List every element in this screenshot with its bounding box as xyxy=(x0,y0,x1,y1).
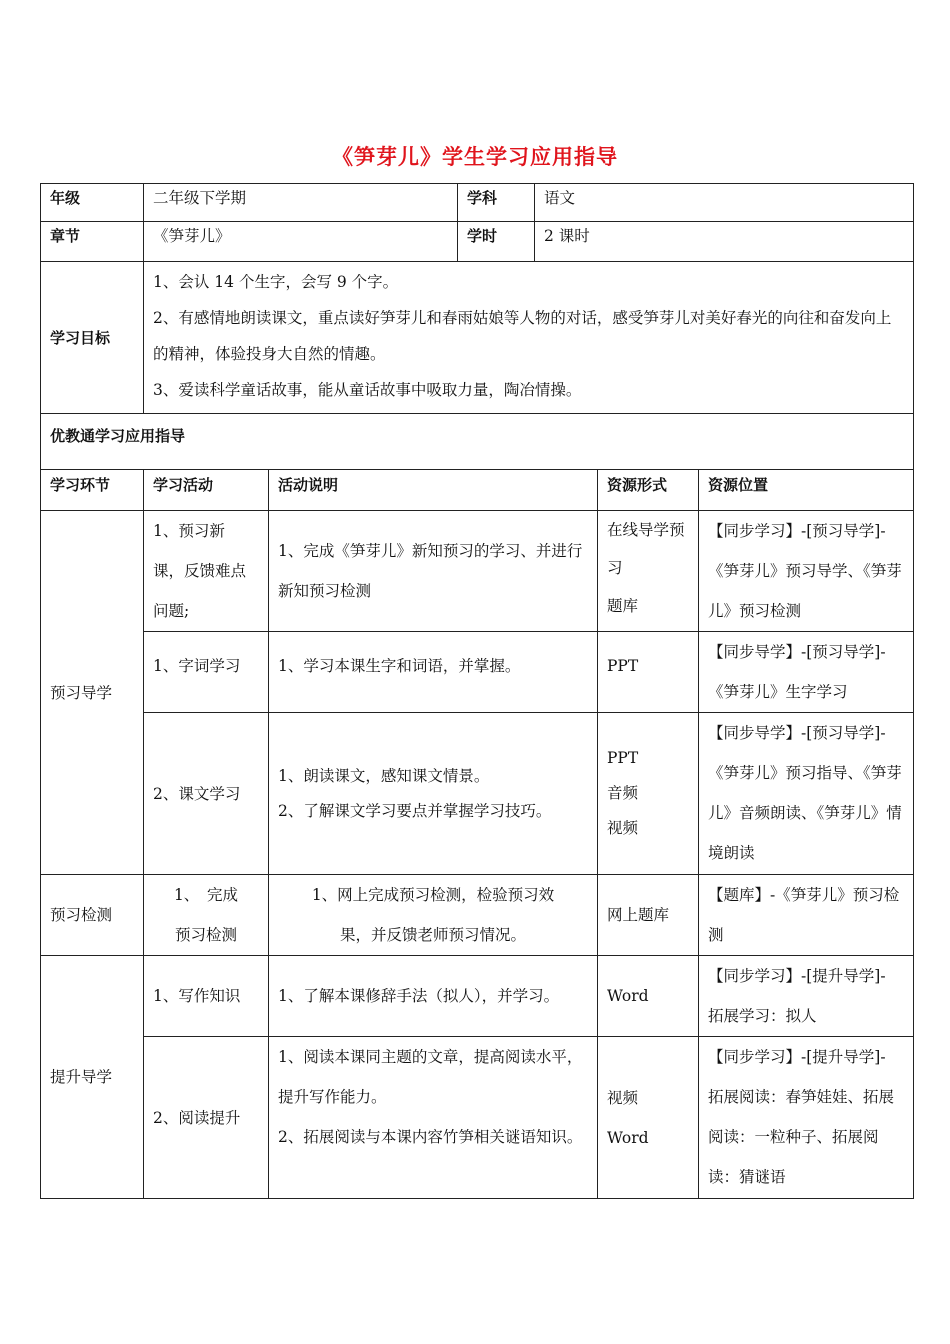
resource-location-cell: 【同步学习】-[提升导学]- 拓展阅读：春笋娃娃、拓展阅读：一粒种子、拓展阅读：猜谜语 xyxy=(699,1037,914,1199)
description-cell xyxy=(269,1037,598,1199)
goals-label: 学习目标 xyxy=(41,262,144,414)
table-row xyxy=(41,713,914,875)
guide-heading: 优教通学习应用指导 xyxy=(41,414,914,470)
stage-cell: 预习检测 xyxy=(41,875,144,956)
activity-table xyxy=(40,469,914,1199)
format-line: PPT xyxy=(607,749,639,767)
stage-cell: 预习导学 xyxy=(41,511,144,875)
activity-line: 1、预习新 xyxy=(153,522,225,540)
description-cell xyxy=(269,713,598,875)
format-line: 题库 xyxy=(607,597,639,615)
description-cell xyxy=(269,511,598,632)
resource-location-cell: 【同步学习】-[预习导学]-《笋芽儿》预习导学、《笋芽儿》预习检测 xyxy=(699,511,914,632)
header-resource-location: 资源位置 xyxy=(699,470,914,511)
stage-cell: 提升导学 xyxy=(41,956,144,1199)
subject-label: 学科 xyxy=(458,184,535,222)
format-line: 网上题库 xyxy=(607,906,670,924)
activity-line: 问题; xyxy=(153,602,190,620)
hours-value: 2 课时 xyxy=(535,222,914,262)
description-line: 1、了解本课修辞手法（拟人），并学习。 xyxy=(278,987,560,1005)
info-table xyxy=(40,183,914,470)
table-row xyxy=(41,632,914,713)
activity-line: 1、 完成 xyxy=(173,886,239,904)
activity-cell xyxy=(144,511,269,632)
goal-item: 2、有感情地朗读课文，重点读好笋芽儿和春雨姑娘等人物的对话，感受笋芽儿对美好春光的向往和奋发向上的精神，体验投身大自然的情趣。 xyxy=(153,309,892,363)
activity-line: 1、写作知识 xyxy=(153,987,241,1005)
resource-location-cell: 【同步导学】-[预习导学]-《笋芽儿》生字学习 xyxy=(699,632,914,713)
format-line: 音频 xyxy=(607,784,639,802)
activity-line: 2、课文学习 xyxy=(153,784,241,803)
chapter-value: 《笋芽儿》 xyxy=(144,222,458,262)
resource-location-cell: 【同步学习】-[提升导学]- 拓展学习：拟人 xyxy=(699,956,914,1037)
format-line: PPT xyxy=(607,657,639,675)
header-resource-format: 资源形式 xyxy=(598,470,699,511)
activity-cell xyxy=(144,875,269,956)
goal-item: 3、爱读科学童话故事，能从童话故事中吸取力量，陶冶情操。 xyxy=(153,381,582,399)
description-line: 2、拓展阅读与本课内容竹笋相关谜语知识。 xyxy=(278,1128,583,1146)
activity-line: 预习检测 xyxy=(174,926,237,944)
format-line: 在线导学预习 xyxy=(607,521,685,577)
format-line: Word xyxy=(607,1128,649,1147)
description-line: 1、阅读本课同主题的文章，提高阅读水平，提升写作能力。 xyxy=(278,1048,583,1106)
resource-format-cell xyxy=(598,875,699,956)
table-row xyxy=(41,1037,914,1199)
description-cell xyxy=(269,956,598,1037)
activity-line: 课，反馈难点 xyxy=(153,562,247,580)
resource-format-cell xyxy=(598,713,699,875)
resource-format-cell xyxy=(598,1037,699,1199)
resource-format-cell xyxy=(598,956,699,1037)
subject-value: 语文 xyxy=(535,184,914,222)
description-line: 1、网上完成预习检测，检验预习效 xyxy=(311,886,555,904)
activity-cell xyxy=(144,1037,269,1199)
description-line: 1、完成《笋芽儿》新知预习的学习、并进行新知预习检测 xyxy=(278,542,583,600)
activity-line: 1、字词学习 xyxy=(153,657,241,675)
activity-cell xyxy=(144,956,269,1037)
learning-goals xyxy=(144,262,914,414)
table-row xyxy=(41,511,914,632)
description-cell xyxy=(269,632,598,713)
header-activity: 学习活动 xyxy=(144,470,269,511)
grade-value: 二年级下学期 xyxy=(144,184,458,222)
format-line: 视频 xyxy=(607,1088,639,1107)
goal-item: 1、会认 14 个生字，会写 9 个字。 xyxy=(153,273,399,291)
description-line: 1、朗读课文，感知课文情景。 xyxy=(278,766,490,785)
page-title: 《笋芽儿》学生学习应用指导 xyxy=(332,145,618,169)
format-line: 视频 xyxy=(607,819,639,837)
resource-format-cell xyxy=(598,511,699,632)
grade-label: 年级 xyxy=(41,184,144,222)
description-line: 1、学习本课生字和词语，并掌握。 xyxy=(278,657,521,675)
activity-cell xyxy=(144,713,269,875)
description-line: 果，并反馈老师预习情况。 xyxy=(339,926,526,944)
resource-location-cell: 【题库】-《笋芽儿》预习检测 xyxy=(699,875,914,956)
format-line: Word xyxy=(607,987,649,1005)
header-description: 活动说明 xyxy=(269,470,598,511)
resource-location-cell: 【同步导学】-[预习导学]-《笋芽儿》预习指导、《笋芽儿》音频朗读、《笋芽儿》情境朗读 xyxy=(699,713,914,875)
table-row xyxy=(41,956,914,1037)
header-stage: 学习环节 xyxy=(41,470,144,511)
description-line: 2、了解课文学习要点并掌握学习技巧。 xyxy=(278,801,552,820)
chapter-label: 章节 xyxy=(41,222,144,262)
resource-format-cell xyxy=(598,632,699,713)
table-row xyxy=(41,875,914,956)
activity-cell xyxy=(144,632,269,713)
description-cell xyxy=(269,875,598,956)
hours-label: 学时 xyxy=(458,222,535,262)
activity-line: 2、阅读提升 xyxy=(153,1108,241,1127)
